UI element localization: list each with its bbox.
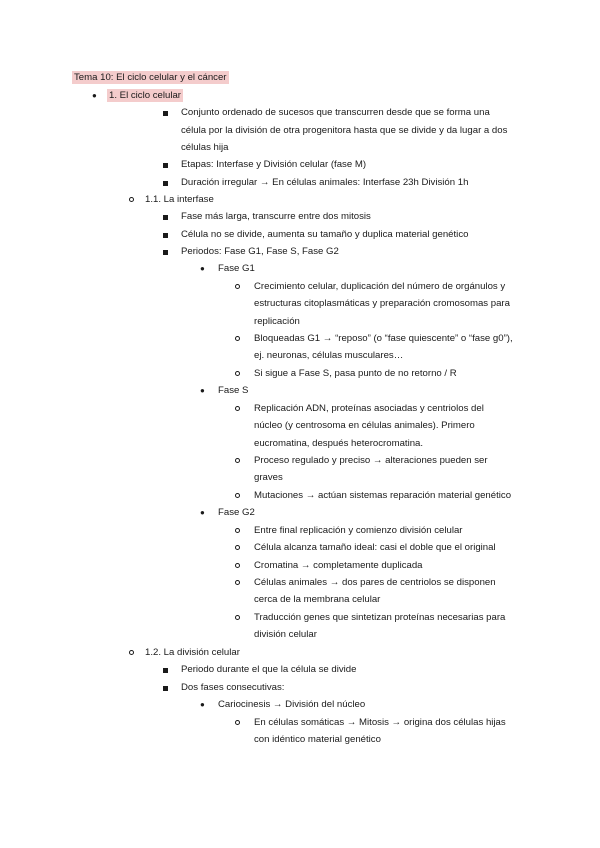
list-item-line: células hija [181, 142, 229, 153]
phase-label: Fase S [218, 385, 249, 396]
list-item-line: Crecimiento celular, duplicación del número de orgánulos y [254, 281, 506, 292]
phase-label: Fase G1 [218, 263, 255, 274]
list-item-line: cerca de la membrana celular [254, 594, 381, 605]
square-bullet [163, 215, 168, 220]
disc-bullet: ● [200, 386, 205, 395]
list-item-line: ej. neuronas, células musculares… [254, 350, 404, 361]
list-item-line: Etapas: Interfase y División celular (fase M) [181, 159, 367, 170]
list-item-line: Mutaciones → actúan sistemas reparación material genético [254, 490, 512, 501]
list-item-line: Periodos: Fase G1, Fase S, Fase G2 [181, 246, 339, 257]
square-bullet [163, 233, 168, 238]
list-item-line: Fase más larga, transcurre entre dos mitosis [181, 211, 371, 222]
list-item-line: Conjunto ordenado de sucesos que transcurren desde que se forma una [181, 107, 490, 118]
disc-bullet: ● [92, 91, 97, 100]
subsection-heading: 1.1. La interfase [145, 194, 214, 205]
square-bullet [163, 668, 168, 673]
circle-bullet [235, 545, 240, 550]
circle-bullet [129, 197, 134, 202]
list-item-line: Célula alcanza tamaño ideal: casi el doble que el original [254, 542, 496, 553]
square-bullet [163, 111, 168, 116]
square-bullet [163, 686, 168, 691]
disc-bullet: ● [200, 264, 205, 273]
circle-bullet [235, 720, 240, 725]
list-item-line: En células somáticas → Mitosis → origina dos células hijas [254, 717, 506, 728]
square-bullet [163, 250, 168, 255]
list-item-line: Bloqueadas G1 → “reposo” (o “fase quiescente” o “fase g0”), [254, 333, 513, 344]
list-item-line: Duración irregular → En células animales: Interfase 23h División 1h [181, 177, 469, 188]
list-item-line: graves [254, 472, 283, 483]
list-item-line: Entre final replicación y comienzo división celular [254, 525, 463, 536]
list-item-line: Célula no se divide, aumenta su tamaño y duplica material genético [181, 229, 469, 240]
list-item-line: eucromatina, después heterocromatina. [254, 438, 424, 449]
circle-bullet [129, 650, 134, 655]
list-item-line: Periodo durante el que la célula se divide [181, 664, 357, 675]
document-title [72, 72, 229, 84]
disc-bullet: ● [200, 700, 205, 709]
circle-bullet [235, 284, 240, 289]
disc-bullet: ● [200, 508, 205, 517]
list-item-line: división celular [254, 629, 317, 640]
square-bullet [163, 181, 168, 186]
list-item-line: Proceso regulado y preciso → alteraciones pueden ser [254, 455, 488, 466]
list-item-line: estructuras citoplasmáticas y preparación cromosomas para [254, 298, 510, 309]
list-item-line: Traducción genes que sintetizan proteínas necesarias para [254, 612, 506, 623]
phase-label: Cariocinesis → División del núcleo [218, 699, 366, 710]
circle-bullet [235, 528, 240, 533]
circle-bullet [235, 580, 240, 585]
square-bullet [163, 163, 168, 168]
list-item-line: Replicación ADN, proteínas asociadas y centriolos del [254, 403, 484, 414]
circle-bullet [235, 336, 240, 341]
list-item-line: Cromatina → completamente duplicada [254, 560, 423, 571]
circle-bullet [235, 371, 240, 376]
section-heading-text: 1. El ciclo celular [109, 90, 181, 101]
list-item-line: célula por la división de otra progenitora hasta que se divide y da lugar a dos [181, 125, 508, 136]
title-text: Tema 10: El ciclo celular y el cáncer [74, 72, 227, 83]
phase-label: Fase G2 [218, 507, 255, 518]
circle-bullet [235, 615, 240, 620]
circle-bullet [235, 406, 240, 411]
subsection-heading: 1.2. La división celular [145, 647, 240, 658]
circle-bullet [235, 458, 240, 463]
list-item-line: Células animales → dos pares de centriolos se disponen [254, 577, 496, 588]
circle-bullet [235, 493, 240, 498]
list-item-line: replicación [254, 316, 300, 327]
list-item-line: núcleo (y centrosoma en células animales). Primero [254, 420, 475, 431]
list-item-line: Si sigue a Fase S, pasa punto de no retorno / R [254, 368, 457, 379]
circle-bullet [235, 563, 240, 568]
section-heading [107, 90, 183, 102]
list-item-line: con idéntico material genético [254, 734, 381, 745]
list-item-line: Dos fases consecutivas: [181, 682, 285, 693]
